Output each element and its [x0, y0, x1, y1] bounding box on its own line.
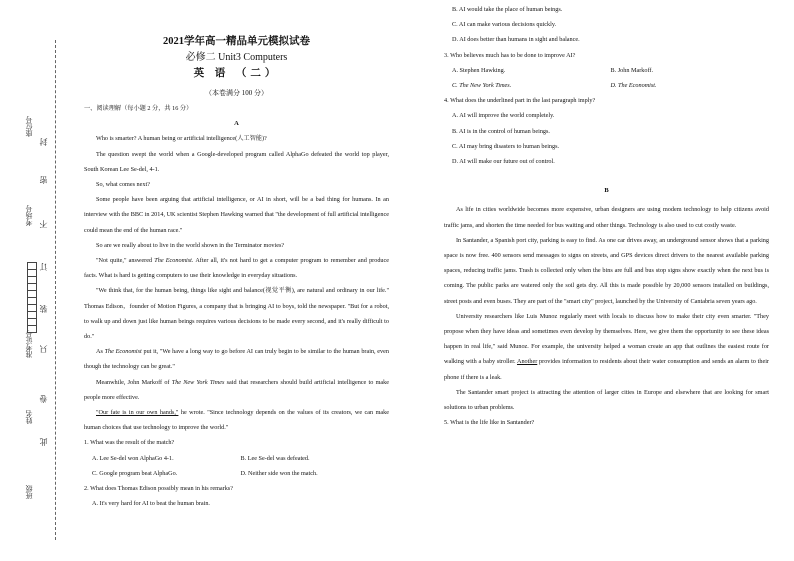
binding-margin — [0, 0, 62, 561]
paragraph: So are we really about to live in the world shown in the Terminator movies? — [96, 241, 285, 249]
paragraph: University researchers like Luis Munoz regularly meet with locals to discuss how to make their city even smarter. "They propose when they have ideas and sometimes even develop by themselves. Here, we give them the opportunity to see these ideas happen in real life," said Munoz. For example, the university helped a woman create an app that outlines the easiest route for walking with a baby stroller. Another provides information to residents about their water consumption and sends an alarm to their phone if there is a leak. — [444, 312, 769, 381]
paragraph: The Santander smart project is attracting the attention of larger cities in Europe and elsewhere that are looking for smart solutions to urban problems. — [444, 388, 769, 412]
option[interactable]: A. Stephen Hawking. — [452, 66, 506, 74]
admission-number-boxes[interactable] — [27, 262, 37, 333]
option[interactable]: A. It's very hard for AI to beat the human brain. — [92, 500, 210, 508]
underlined-word: Another — [516, 358, 538, 366]
paragraph: So, what comes next? — [96, 181, 150, 189]
option[interactable]: B. AI is in the control of human beings. — [452, 127, 550, 135]
passage-b-label: B — [604, 187, 609, 195]
name-label: 姓名 — [25, 410, 33, 424]
left-column — [84, 34, 389, 511]
seat-number-label: 座位号 — [25, 116, 33, 137]
paragraph: "We think that, for the human being, things like sight and balance(视觉平衡), are natural and ordinary in our life." Thomas Edison，founder of Motion Figures, a company that is bringing AI to boys, told the newspaper. "But for a robot, to walk up and down just like human beings requires various decisions to be made every second, and it's really difficult to do." — [84, 287, 389, 341]
binding-word: 只 — [39, 345, 48, 353]
passage-a-label: A — [234, 120, 239, 128]
binding-dashed-line — [55, 40, 56, 540]
paragraph: Who is smarter? A human being or artificial intelligence(人工智能)? — [96, 135, 267, 143]
admission-ticket-label: 准考证号 — [25, 330, 33, 358]
question-4: 4. What does the underlined part in the last paragraph imply? — [444, 97, 596, 105]
binding-word: 封 — [39, 138, 48, 146]
unit-subtitle: 必修二 Unit3 Computers — [185, 52, 288, 63]
underlined-phrase: "Our fate is in our own hands," — [96, 409, 179, 417]
paragraph: "Our fate is in our own hands," he wrote. "Since technology depends on the values of its creators, we can make human choices that use technology to improve the world." — [84, 409, 389, 432]
question-1: 1. What was the result of the match? — [84, 439, 175, 447]
option[interactable]: B. AI would take the place of human beings. — [452, 6, 563, 13]
question-3: 3. Who believes much has to be done to improve AI? — [444, 51, 576, 59]
paragraph: "Not quite," answered The Economist. After all, it's not hard to get a computer program to remember and produce facts. What is hard is getting computers to use their knowledge in everyday situations. — [84, 257, 389, 280]
option[interactable]: C. The New York Times. — [452, 82, 512, 90]
option[interactable]: D. The Economist. — [610, 82, 657, 90]
option[interactable]: D. AI does better than humans in sight and balance. — [452, 36, 580, 44]
question-3-options-row — [444, 63, 769, 78]
option[interactable]: C. AI may bring disasters to human beings. — [452, 142, 560, 150]
option[interactable]: A. Lee Se-del won AlphaGo 4-1. — [92, 454, 174, 462]
paragraph: Meanwhile, John Markoff of The New York Times said that researchers should build artificial intelligence to make people more effective. — [84, 378, 390, 401]
binding-word: 订 — [39, 263, 48, 271]
paragraph: As life in cities worldwide becomes more expensive, urban designers are using modem technology to help citizens avoid traffic jams, and shorten the time needed for bus waiting and other things. Technology is also used to cut costly waste. — [444, 206, 769, 229]
binding-word: 装 — [39, 305, 48, 313]
binding-word: 此 — [39, 438, 48, 446]
question-1-options-row — [84, 451, 389, 466]
question-5: 5. What is the life like in Santander? — [444, 419, 535, 427]
exam-title: 2021学年高一精品单元模拟试卷 — [163, 36, 310, 47]
binding-word: 不 — [39, 220, 48, 228]
option[interactable]: C. AI can make various decisions quickly. — [452, 21, 557, 29]
subject-title: 英 语 （二） — [193, 68, 280, 79]
question-2: 2. What does Thomas Edison possibly mean in his remarks? — [84, 485, 233, 493]
class-label: 班级 — [25, 485, 33, 499]
paragraph: The question swept the world when a Google-developed program called AlphaGo defeated the world top player, South Korean Lee Se-del, 4-1. — [84, 150, 389, 173]
paragraph: Some people have been arguing that artificial intelligence, or AI in short, will be a bad thing for humans. In an interview with the BBC in 2014, UK scientist Stephen Hawking warned that "the development of full artificial intelligence could mean the end of the human race." — [84, 196, 389, 234]
score-note: （本卷满分 100 分） — [205, 89, 268, 97]
paragraph: In Santander, a Spanish port city, parking is easy to find. As one car drives away, an underground sensor shows that a parking space is now free. 400 sensors send messages to signs on streets, and GPS devices direct drivers to the nearest available parking spaces, reducing traffic jams. Trash is collected only when the bins are full and bus stop signs show exactly when the next bus is coming. The public parks are watered only the soil gets dry. All this is made possible by 20,000 sensors installed on buildings, street posts and even buses. They are part of the "smart city" project, launched by the University of Cantabria seven years ago. — [444, 236, 769, 305]
option[interactable]: C. Google program beat AlphaGo. — [92, 469, 178, 477]
option[interactable]: D. AI will make our future out of control. — [452, 158, 555, 166]
question-1-options-row — [84, 466, 389, 481]
option[interactable]: D. Neither side won the match. — [240, 469, 318, 477]
option[interactable]: B. John Markoff. — [610, 66, 654, 74]
option[interactable]: A. AI will improve the world completely. — [452, 112, 555, 120]
binding-word: 密 — [39, 176, 48, 184]
right-column — [444, 2, 769, 430]
exam-room-label: 考场号 — [25, 205, 33, 226]
option[interactable]: B. Lee Se-del was defeated. — [240, 454, 310, 462]
question-3-options-row — [444, 78, 769, 93]
binding-word: 卷 — [39, 395, 48, 403]
paragraph: As The Economist put it, "We have a long way to go before AI can truly begin to be similar to the human brain, even though the technology can be great." — [84, 348, 389, 371]
section-heading: 一、阅读理解（每小题 2 分，共 16 分） — [84, 105, 193, 112]
